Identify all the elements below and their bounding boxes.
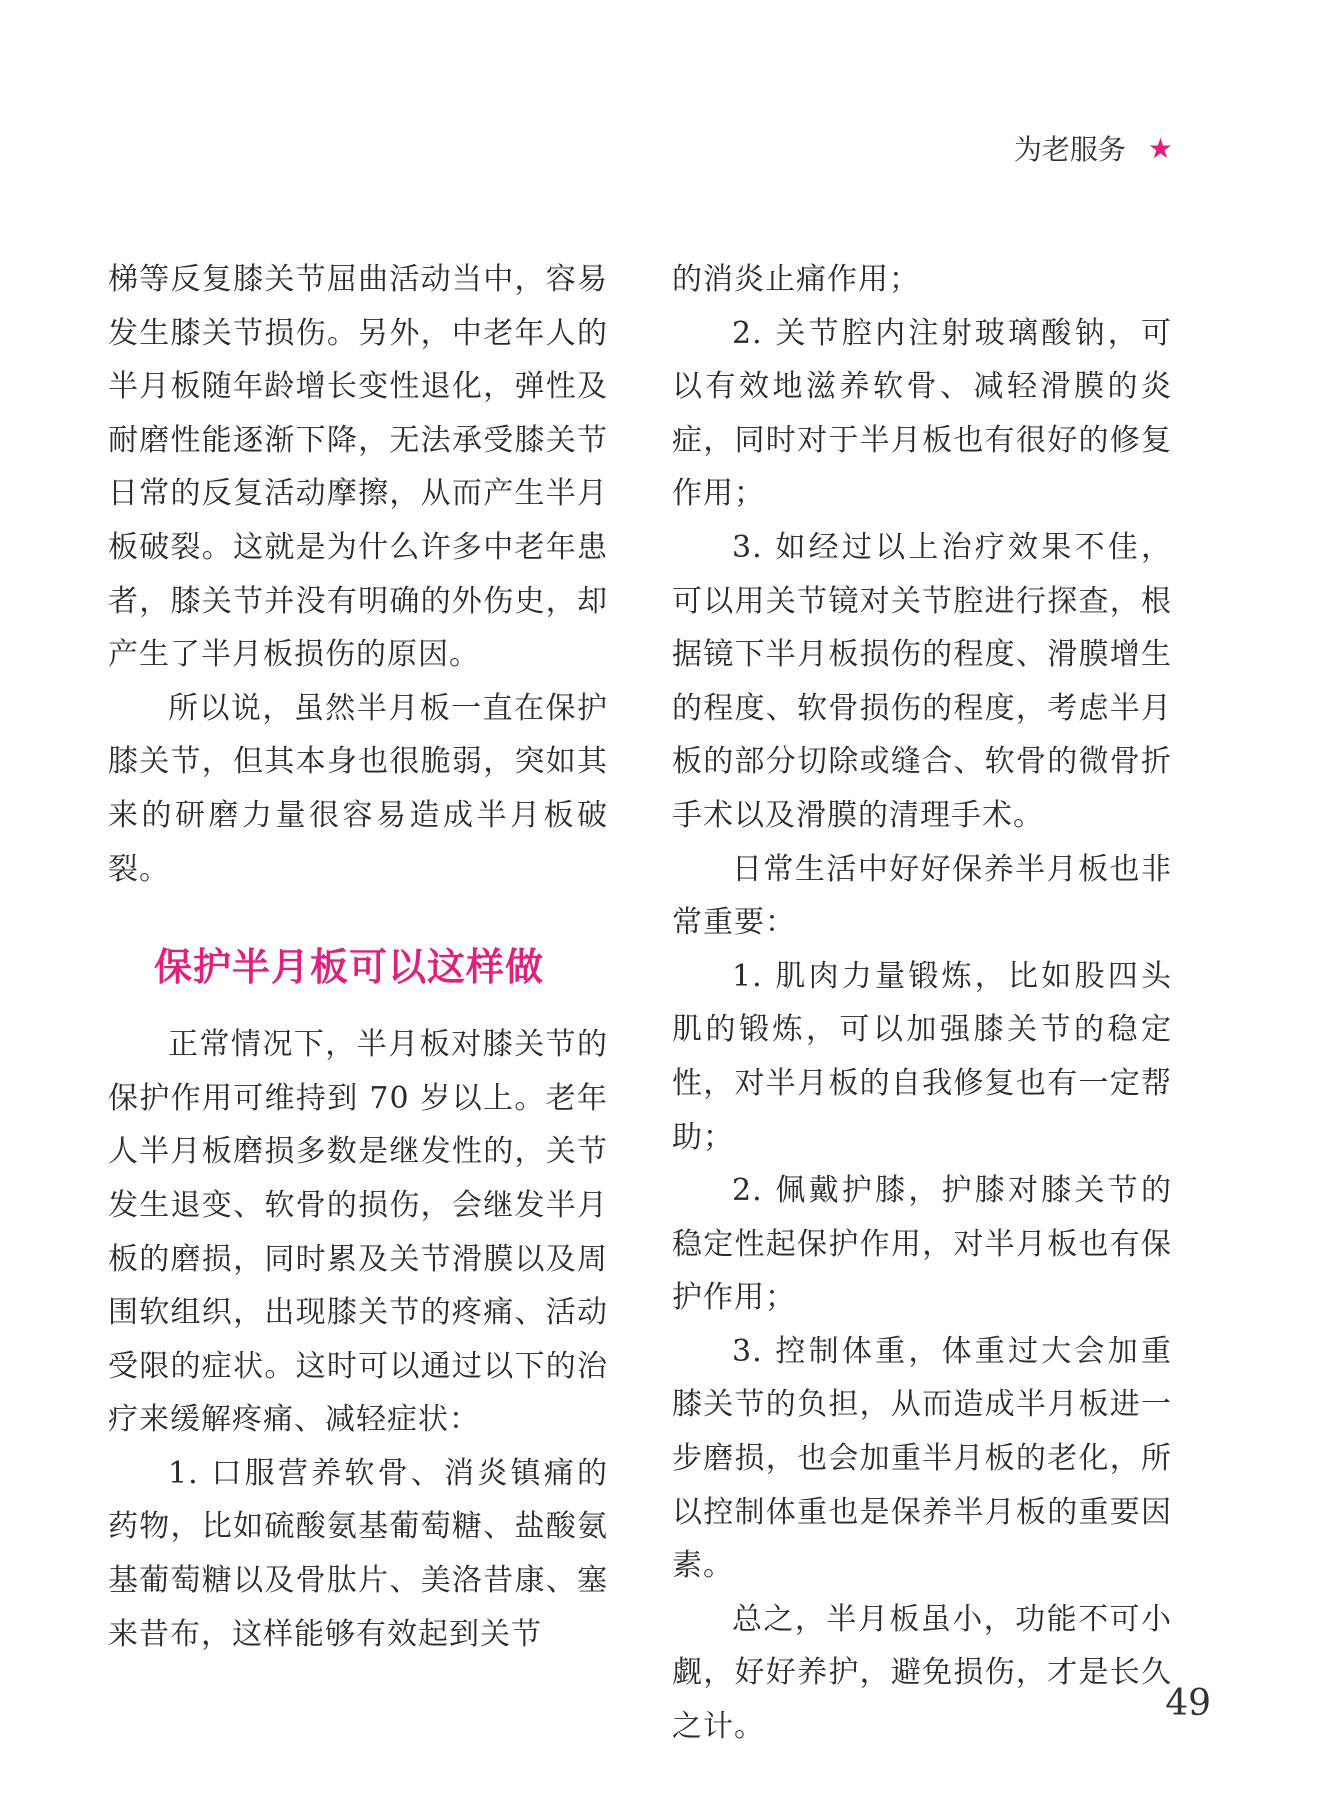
- paragraph: 梯等反复膝关节屈曲活动当中，容易发生膝关节损伤。另外，中老年人的半月板随年龄增长变性退化，弹性及耐磨性能逐渐下降，无法承受膝关节日常的反复活动摩擦，从而产生半月板破裂。这就是为什么许多中老年患者，膝关节并没有明确的外伤史，却产生了半月板损伤的原因。: [108, 262, 608, 673]
- page-number: 49: [1165, 1683, 1211, 1724]
- paragraph: 总之，半月板虽小，功能不可小觑，好好养护，避免损伤，才是长久之计。: [672, 1601, 1172, 1745]
- paragraph: 3. 如经过以上治疗效果不佳，可以用关节镜对关节腔进行探查，根据镜下半月板损伤的程度、滑膜增生的程度、软骨损伤的程度，考虑半月板的部分切除或缝合、软骨的微骨折手术以及滑膜的清理手术。: [672, 529, 1172, 833]
- paragraph: 1. 肌肉力量锻炼，比如股四头肌的锻炼，可以加强膝关节的稳定性，对半月板的自我修复也有一定帮助；: [672, 958, 1172, 1155]
- star-icon: ★: [1147, 131, 1173, 165]
- paragraph: 2. 关节腔内注射玻璃酸钠，可以有效地滋养软骨、减轻滑膜的炎症，同时对于半月板也有很好的修复作用；: [672, 315, 1172, 512]
- paragraph: 所以说，虽然半月板一直在保护膝关节，但其本身也很脆弱，突如其来的研磨力量很容易造成半月板破裂。: [108, 690, 608, 887]
- paragraph: 的消炎止痛作用；: [672, 262, 920, 297]
- paragraph: 2. 佩戴护膝，护膝对膝关节的稳定性起保护作用，对半月板也有保护作用；: [672, 1173, 1172, 1316]
- paragraph: 3. 控制体重，体重过大会加重膝关节的负担，从而造成半月板进一步磨损，也会加重半月板的老化，所以控制体重也是保养半月板的重要因素。: [672, 1333, 1172, 1584]
- paragraph: 正常情况下，半月板对膝关节的保护作用可维持到 70 岁以上。老年人半月板磨损多数是继发性的，关节发生退变、软骨的损伤，会继发半月板的磨损，同时累及关节滑膜以及周围软组织，出现膝关节的疼痛、活动受限的症状。这时可以通过以下的治疗来缓解疼痛、减轻症状：: [108, 1027, 608, 1438]
- right-column: [672, 253, 1172, 1754]
- section-heading: 保护半月板可以这样做: [154, 945, 545, 990]
- left-column: [108, 253, 608, 1661]
- header-section-title: 为老服务: [1013, 133, 1126, 166]
- paragraph: 1. 口服营养软骨、消炎镇痛的药物，比如硫酸氨基葡萄糖、盐酸氨基葡萄糖以及骨肽片、美洛昔康、塞来昔布，这样能够有效起到关节: [108, 1455, 608, 1652]
- paragraph: 日常生活中好好保养半月板也非常重要：: [672, 851, 1172, 941]
- running-header: [1014, 128, 1173, 168]
